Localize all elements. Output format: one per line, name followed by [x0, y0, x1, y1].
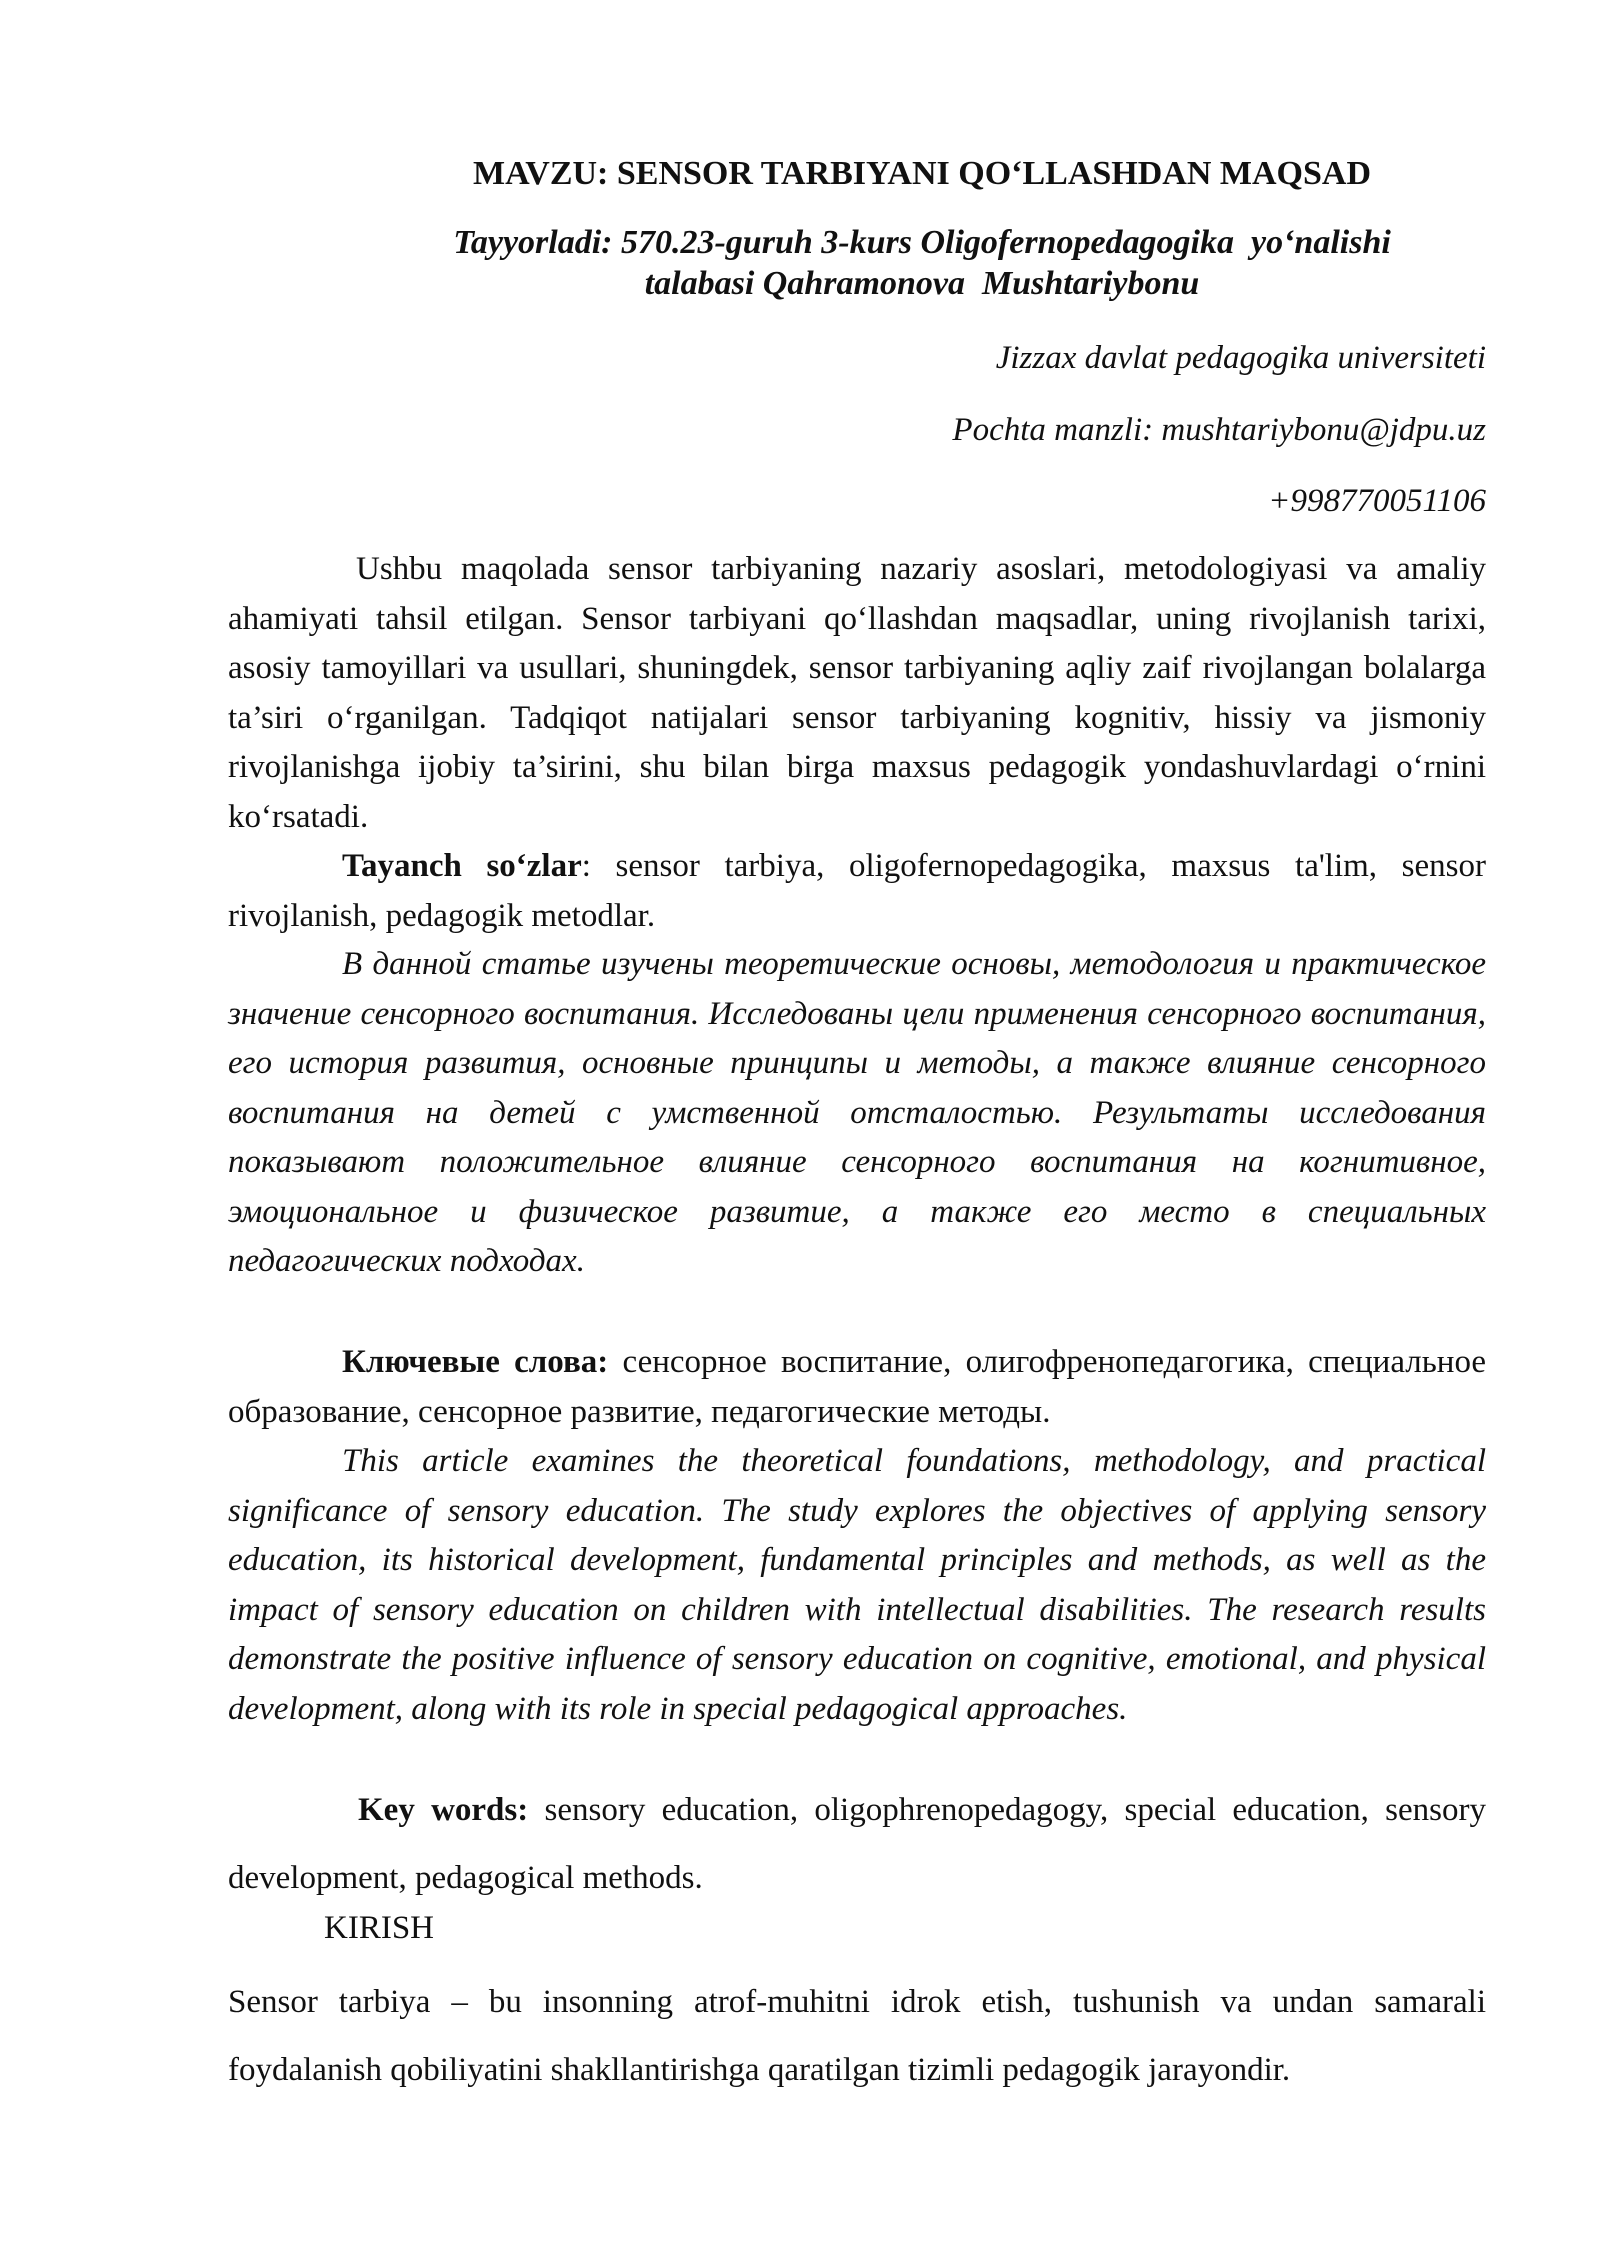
abstract-uz: Ushbu maqolada sensor tarbiyaning nazariy asoslari, metodologiyasi va amaliy ahamiyati tahsil etilgan. Sensor tarbiyani qo‘llashdan maqsadlar, uning rivojlanish tarixi, asosiy tamoyillari va usullari, shuningdek, sensor tarbiyaning aqliy zaif rivojlangan bolalarga ta’siri o‘rganilgan. Tadqiqot natijalari sensor tarbiyaning kognitiv, hissiy va jismoniy rivojlanishga ijobiy ta’sirini, shu bilan birga maxsus pedagogik yondashuvlardagi o‘rnini ko‘rsatadi. [228, 551, 1486, 835]
keywords-ru-text: сенсорное воспитание, олигофренопедагогика, специальное образование, сенсорное развитие, педагогические методы. [228, 1344, 1487, 1430]
keywords-uz-text: : sensor tarbiya, oligofernopedagogika, maxsus ta'lim, sensor rivojlanish, pedagogik metodlar. [228, 848, 1486, 934]
keywords-uz [228, 842, 1486, 941]
author-line-2: talabasi Qahramonova Mushtariybonu [644, 265, 1200, 302]
keywords-ru-label: Ключевые слова: [342, 1344, 609, 1380]
author-line-1: Tayyorladi: 570.23-guruh 3-kurs Oligofernopedagogika yo‘nalishi [453, 224, 1391, 261]
keywords-en [228, 1776, 1486, 1912]
article-title: MAVZU: SENSOR TARBIYANI QO‘LLASHDAN MAQSAD [473, 155, 1371, 192]
keywords-uz-label: Tayanch so‘zlar [342, 848, 582, 884]
document-page [228, 0, 1486, 2262]
keywords-en-label: Key words: [358, 1792, 529, 1828]
author-block [228, 222, 1486, 304]
email-line: Pochta manzli: mushtariybonu@jdpu.uz [952, 412, 1486, 448]
keywords-en-text: sensory education, oligophrenopedagogy, special education, sensory development, pedagogical methods. [228, 1792, 1486, 1896]
intro-paragraph: Sensor tarbiya – bu insonning atrof-muhitni idrok etish, tushunish va undan samarali foydalanish qobiliyatini shakllantirishga qaratilgan tizimli pedagogik jarayondir. [228, 1984, 1486, 2088]
phone-line: +998770051106 [1268, 483, 1486, 519]
affiliation: Jizzax davlat pedagogika universiteti [995, 340, 1486, 376]
keywords-ru [228, 1338, 1486, 1437]
abstract-en: This article examines the theoretical foundations, methodology, and practical significance of sensory education. The study explores the objectives of applying sensory education, its historical development, fundamental principles and methods, as well as the impact of sensory education on children with intellectual disabilities. The research results demonstrate the positive influence of sensory education on cognitive, emotional, and physical development, along with its role in special pedagogical approaches. [228, 1443, 1486, 1727]
section-heading-kirish: KIRISH [324, 1910, 435, 1946]
abstract-ru: В данной статье изучены теоретические основы, методология и практическое значение сенсорного воспитания. Исследованы цели применения сенсорного воспитания, его история развития, основные принципы и методы, а также влияние сенсорного воспитания на детей с умственной отсталостью. Результаты исследования показывают положительное влияние сенсорного воспитания на когнитивное, эмоциональное и физическое развитие, а также его место в специальных педагогических подходах. [228, 946, 1486, 1279]
